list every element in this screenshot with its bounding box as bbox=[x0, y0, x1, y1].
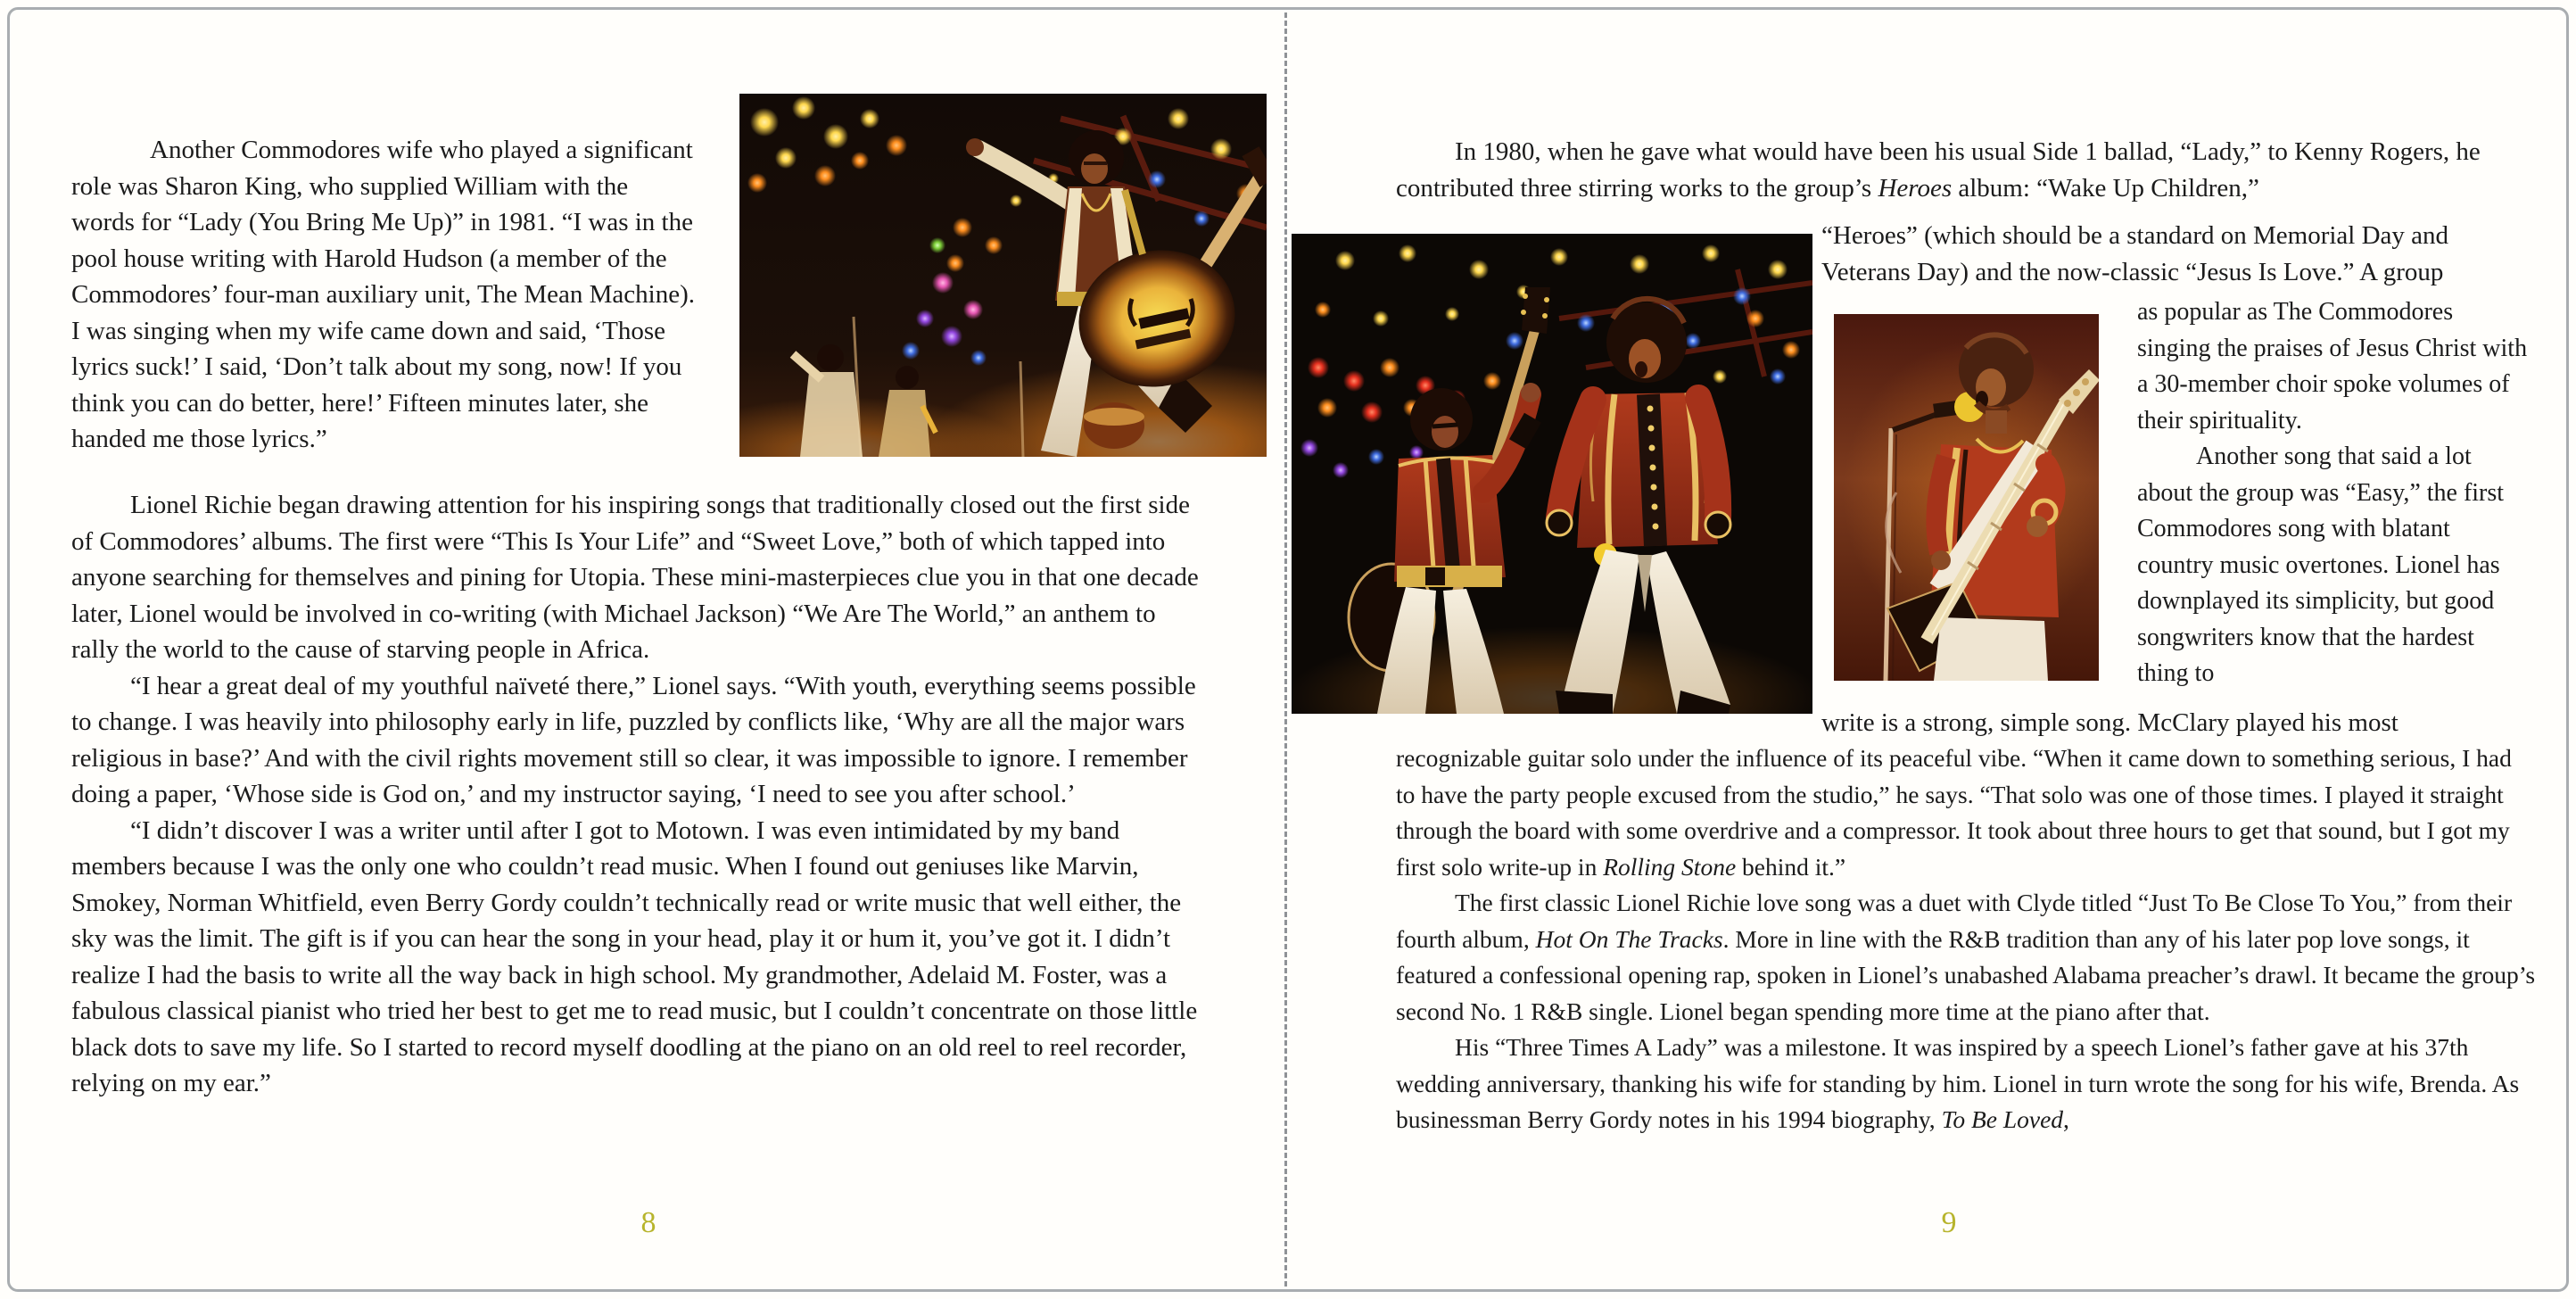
text-run: The first classic Lionel Richie love song was a duet with Clyde titled “Just To Be Close To You,” from their fourth album, bbox=[1396, 889, 2513, 953]
paragraph: “I didn’t discover I was a writer until after I got to Motown. I was even intimidated by my band members because I was the only one who couldn’t read music. When I found out geniuses like Marvin, Smokey, Norman Whitfield, even Berry Gordy couldn’t technically read or write music that well either, the sky was the limit. The gift is if you can hear the song in your head, play it or hum it, you’ve got it. I didn’t realize I had the basis to write all the way back in high school. My grandmother, Adelaid M. Foster, was a fabulous classical pianist who tried her best to get me to read music, but I couldn’t concentrate on those little black dots to save my life. So I started to record myself doodling at the piano on an old reel to reel recorder, relying on my ear.” bbox=[71, 815, 1198, 1097]
paragraph bbox=[1396, 885, 2536, 1030]
page-number-right: 9 bbox=[1941, 1206, 1957, 1239]
right-page-column-narrow bbox=[2137, 294, 2530, 692]
italic-magazine-title: Rolling Stone bbox=[1603, 852, 1737, 881]
paragraph: as popular as The Commodores singing the praises of Jesus Christ with a 30-member choir spoke volumes of their spirituality. bbox=[2137, 298, 2528, 434]
text-run: In 1980, when he gave what would have been his usual Side 1 ballad, “Lady,” to Kenny Rogers, he contributed three stirring works to the group’s bbox=[1396, 137, 2481, 203]
paragraph bbox=[1396, 741, 2536, 885]
paragraph: “Heroes” (which should be a standard on Memorial Day and Veterans Day) and the now-classic “Jesus Is Love.” A group bbox=[1821, 221, 2449, 286]
paragraph bbox=[1396, 1030, 2536, 1138]
text-run: album: “Wake Up Children,” bbox=[1952, 173, 2259, 203]
right-page-transition-line bbox=[1821, 705, 2544, 741]
italic-book-title: To Be Loved bbox=[1941, 1105, 2064, 1133]
right-page-column-wide bbox=[1821, 218, 2530, 290]
paragraph: Another Commodores wife who played a significant role was Sharon King, who supplied William with the words for “Lady (You Bring Me Up)” in 1981. “I was in the pool house writing with Harold Hudson (a member of the Commodores’ four-man auxiliary unit, The Mean Machine). I was singing when my wife came down and said, ‘Those lyrics suck!’ I said, ‘Don’t talk about my song, now! If you think you can do better, here!’ Fifteen minutes later, she handed me those lyrics.” bbox=[71, 136, 695, 453]
right-page-body bbox=[1396, 741, 2536, 1138]
stage-photo-bass-singer bbox=[1834, 314, 2099, 681]
right-page-opening-paragraph bbox=[1396, 134, 2534, 206]
paragraph: “I hear a great deal of my youthful naïveté there,” Lionel says. “With youth, everything seems possible to change. I was heavily into philosophy early in life, puzzled by conflicts like, ‘Why are all the major wars religious in base?’ And with the civil rights movement still so clear, it was impossible to ignore. I remember doing a paper, ‘Whose side is God on,’ and my instructor saying, ‘I need to see you after school.’ bbox=[71, 671, 1196, 808]
page-number-left: 8 bbox=[640, 1206, 656, 1239]
text-run: . More in line with the R&B tradition than any of his later pop love songs, it featured a confessional opening rap, spoken in Lionel’s unabashed Alabama preacher’s drawl. It became the group’s second No. 1 R&B single. Lionel began spending more time at the piano after that. bbox=[1396, 924, 2536, 1025]
italic-album-title: Hot On The Tracks bbox=[1535, 924, 1723, 953]
paragraph bbox=[1396, 134, 2534, 206]
text-run: , bbox=[2063, 1105, 2069, 1133]
left-page-body bbox=[71, 487, 1206, 1102]
text-run: His “Three Times A Lady” was a milestone. It was inspired by a speech Lionel’s father gave at his 37th wedding anniversary, thanking his wife for standing by him. Lionel in turn wrote the song for his wife, Brenda. As businessman Berry Gordy notes in his 1994 biography, bbox=[1396, 1033, 2520, 1133]
center-fold-dashed-line bbox=[1284, 12, 1287, 1287]
italic-album-title: Heroes bbox=[1878, 173, 1953, 203]
stage-photo-two-performers bbox=[1292, 234, 1812, 714]
stage-photo-guitarist-sunburst bbox=[739, 94, 1267, 457]
paragraph: Lionel Richie began drawing attention for his inspiring songs that traditionally closed out the first side of Commodores’ albums. The first were “This Is Your Life” and “Sweet Love,” both of which tapped into anyone searching for themselves and pining for Utopia. These mini-masterpieces clue you in that one decade later, Lionel would be involved in co-writing (with Michael Jackson) “We Are The World,” an anthem to rally the world to the cause of starving people in Africa. bbox=[71, 491, 1199, 664]
left-page-wrap-paragraph bbox=[71, 132, 696, 458]
paragraph: write is a strong, simple song. McClary played his most bbox=[1821, 708, 2398, 737]
paragraph: Another song that said a lot about the group was “Easy,” the first Commodores song with blatant country music overtones. Lionel has downplayed its simplicity, but good songwriters know that the hardest thing to bbox=[2137, 443, 2505, 687]
text-run: behind it.” bbox=[1736, 852, 1846, 881]
text-run: recognizable guitar solo under the influence of its peaceful vibe. “When it came down to something serious, I had to have the party people excused from the studio,” he says. “That solo was one of those times. I played it straight through the board with some overdrive and a compressor. It took about three hours to get that sound, but I got my first solo write-up in bbox=[1396, 744, 2512, 881]
